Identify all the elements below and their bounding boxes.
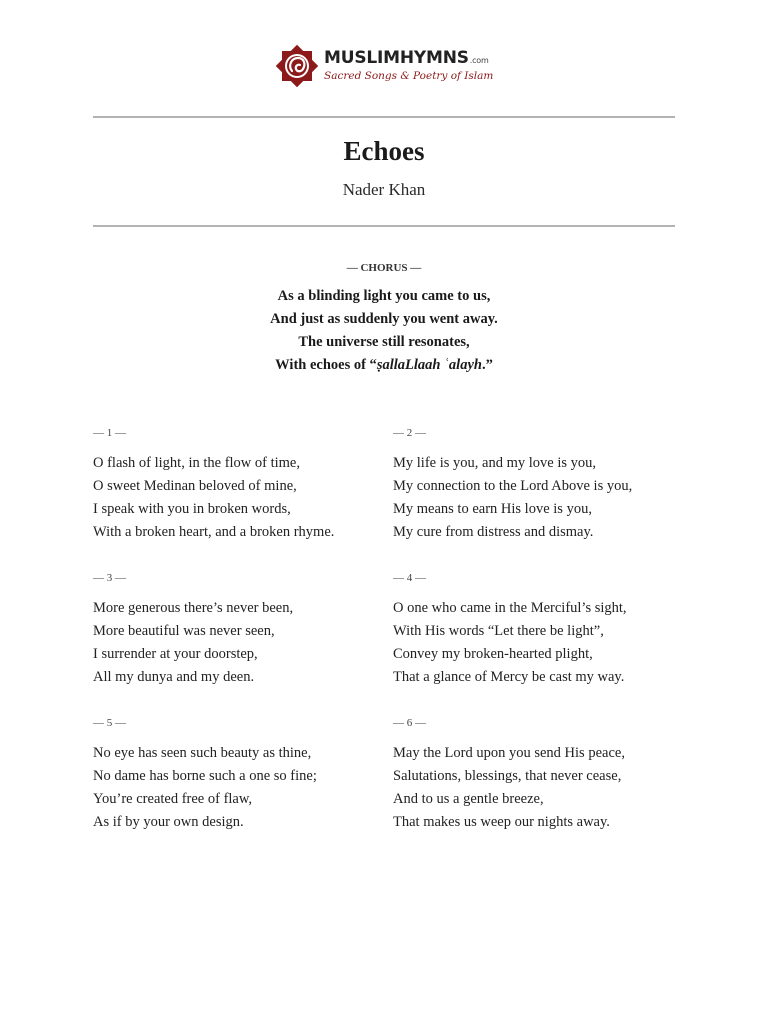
verse-line: Convey my broken-hearted plight, xyxy=(393,646,593,662)
verse-line: You’re created free of flaw, xyxy=(93,791,253,807)
chorus-line: The universe still resonates, xyxy=(298,334,470,350)
chorus-salawat-phrase: ṣallaLlaah ʿalayh xyxy=(376,357,482,373)
verse-line: I speak with you in broken words, xyxy=(93,501,291,517)
verse-line: My life is you, and my love is you, xyxy=(393,455,596,471)
verse-number: — 2 — xyxy=(393,427,426,439)
rosette-emblem-icon xyxy=(274,43,320,89)
site-logo[interactable] xyxy=(274,43,504,91)
verse-number: — 4 — xyxy=(393,572,426,584)
logo-name-text: MUSLIMHYMNS xyxy=(324,48,469,68)
verse-line: My means to earn His love is you, xyxy=(393,501,592,517)
chorus-heading: — CHORUS — xyxy=(346,262,422,274)
chorus-line: And just as suddenly you went away. xyxy=(270,311,498,327)
header-divider-bottom xyxy=(93,225,675,227)
verse-number: — 5 — xyxy=(93,717,126,729)
verse-lines xyxy=(393,452,693,544)
verse-number: — 3 — xyxy=(93,572,126,584)
chorus-line-last xyxy=(0,354,768,377)
verse-line: As if by your own design. xyxy=(93,814,244,830)
verse-lines xyxy=(93,452,393,544)
verse-4 xyxy=(393,570,693,689)
verse-line: No dame has borne such a one so fine; xyxy=(93,768,317,784)
verse-6 xyxy=(393,715,693,834)
verse-5 xyxy=(93,715,393,834)
logo-tld: .com xyxy=(469,56,489,65)
logo-tagline: Sacred Songs & Poetry of Islam xyxy=(324,70,494,82)
page-title: Echoes xyxy=(343,136,425,166)
verse-line: My cure from distress and dismay. xyxy=(393,524,594,540)
verse-number: — 6 — xyxy=(393,717,426,729)
verse-line: My connection to the Lord Above is you, xyxy=(393,478,633,494)
verse-lines xyxy=(93,597,393,689)
header-divider-top xyxy=(93,116,675,118)
verse-line: All my dunya and my deen. xyxy=(93,669,255,685)
logo-wordmark xyxy=(324,48,489,68)
chorus-last-prefix: With echoes of “ xyxy=(275,357,377,373)
verse-line: With a broken heart, and a broken rhyme. xyxy=(93,524,335,540)
chorus-last-suffix: .” xyxy=(481,357,493,373)
verse-line: More generous there’s never been, xyxy=(93,600,294,616)
verse-1 xyxy=(93,425,393,544)
verse-3 xyxy=(93,570,393,689)
chorus-block xyxy=(0,285,768,377)
chorus-line: As a blinding light you came to us, xyxy=(277,288,491,304)
verse-line: I surrender at your doorstep, xyxy=(93,646,258,662)
verse-line: And to us a gentle breeze, xyxy=(393,791,544,807)
verse-lines xyxy=(93,742,393,834)
verse-line: More beautiful was never seen, xyxy=(93,623,275,639)
verse-line: O sweet Medinan beloved of mine, xyxy=(93,478,297,494)
verse-line: No eye has seen such beauty as thine, xyxy=(93,745,312,761)
verse-lines xyxy=(393,742,693,834)
author-name: Nader Khan xyxy=(342,180,426,199)
verse-line: May the Lord upon you send His peace, xyxy=(393,745,625,761)
verse-line: That a glance of Mercy be cast my way. xyxy=(393,669,625,685)
verse-line: With His words “Let there be light”, xyxy=(393,623,604,639)
verse-line: O one who came in the Merciful’s sight, xyxy=(393,600,627,616)
verse-line: That makes us weep our nights away. xyxy=(393,814,610,830)
verse-line: O flash of light, in the flow of time, xyxy=(93,455,300,471)
verse-line: Salutations, blessings, that never cease, xyxy=(393,768,622,784)
verse-2 xyxy=(393,425,693,544)
verse-lines xyxy=(393,597,693,689)
verse-number: — 1 — xyxy=(93,427,126,439)
